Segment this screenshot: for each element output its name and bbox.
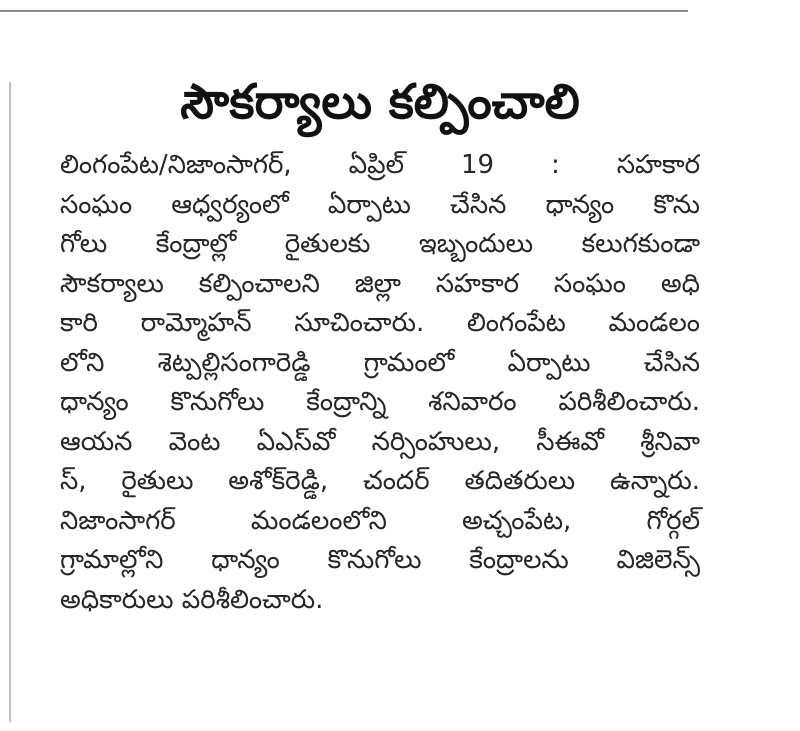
top-divider — [0, 10, 688, 12]
article-body — [60, 146, 700, 620]
article-headline: సౌకర్యాలు కల్పించాలి — [180, 74, 580, 130]
article-line: లింగంపేట/నిజాంసాగర్, ఏప్రిల్ 19 : సహకార — [60, 150, 700, 180]
article-line: గ్రామాల్లోని ధాన్యం కొనుగోలు కేంద్రాలను విజిలెన్స్ — [60, 545, 700, 575]
article-line: స్, రైతులు అశోక్‌రెడ్డి, చందర్ తదితరులు ఉన్నారు. — [60, 466, 700, 496]
article-line: నిజాంసాగర్ మండలంలోని అచ్చంపేట, గోర్గల్ — [60, 505, 700, 536]
article-line: గోలు కేంద్రాల్లో రైతులకు ఇబ్బందులు కలుగకుండా — [60, 229, 700, 259]
article-line: సౌకర్యాలు కల్పించాలని జిల్లా సహకార సంఘం అధి — [60, 268, 700, 299]
article-line: ధాన్యం కొనుగోలు కేంద్రాన్ని శనివారం పరిశీలించారు. — [60, 387, 700, 417]
news-article — [60, 66, 700, 620]
column-divider — [9, 82, 11, 722]
article-line: సంఘం ఆధ్వర్యంలో ఏర్పాటు చేసిన ధాన్యం కొను — [60, 189, 700, 220]
article-line: అధికారులు పరిశీలించారు. — [60, 584, 324, 615]
article-line: కారి రామ్మోహన్ సూచించారు. లింగంపేట మండలం — [60, 308, 700, 338]
article-line: లోని శెట్పల్లిసంగారెడ్డి గ్రామంలో ఏర్పాటు చేసిన — [60, 347, 700, 378]
article-line: ఆయన వెంట ఏఎస్‌వో నర్సింహులు, సీఈవో శ్రీనివా — [60, 426, 700, 457]
